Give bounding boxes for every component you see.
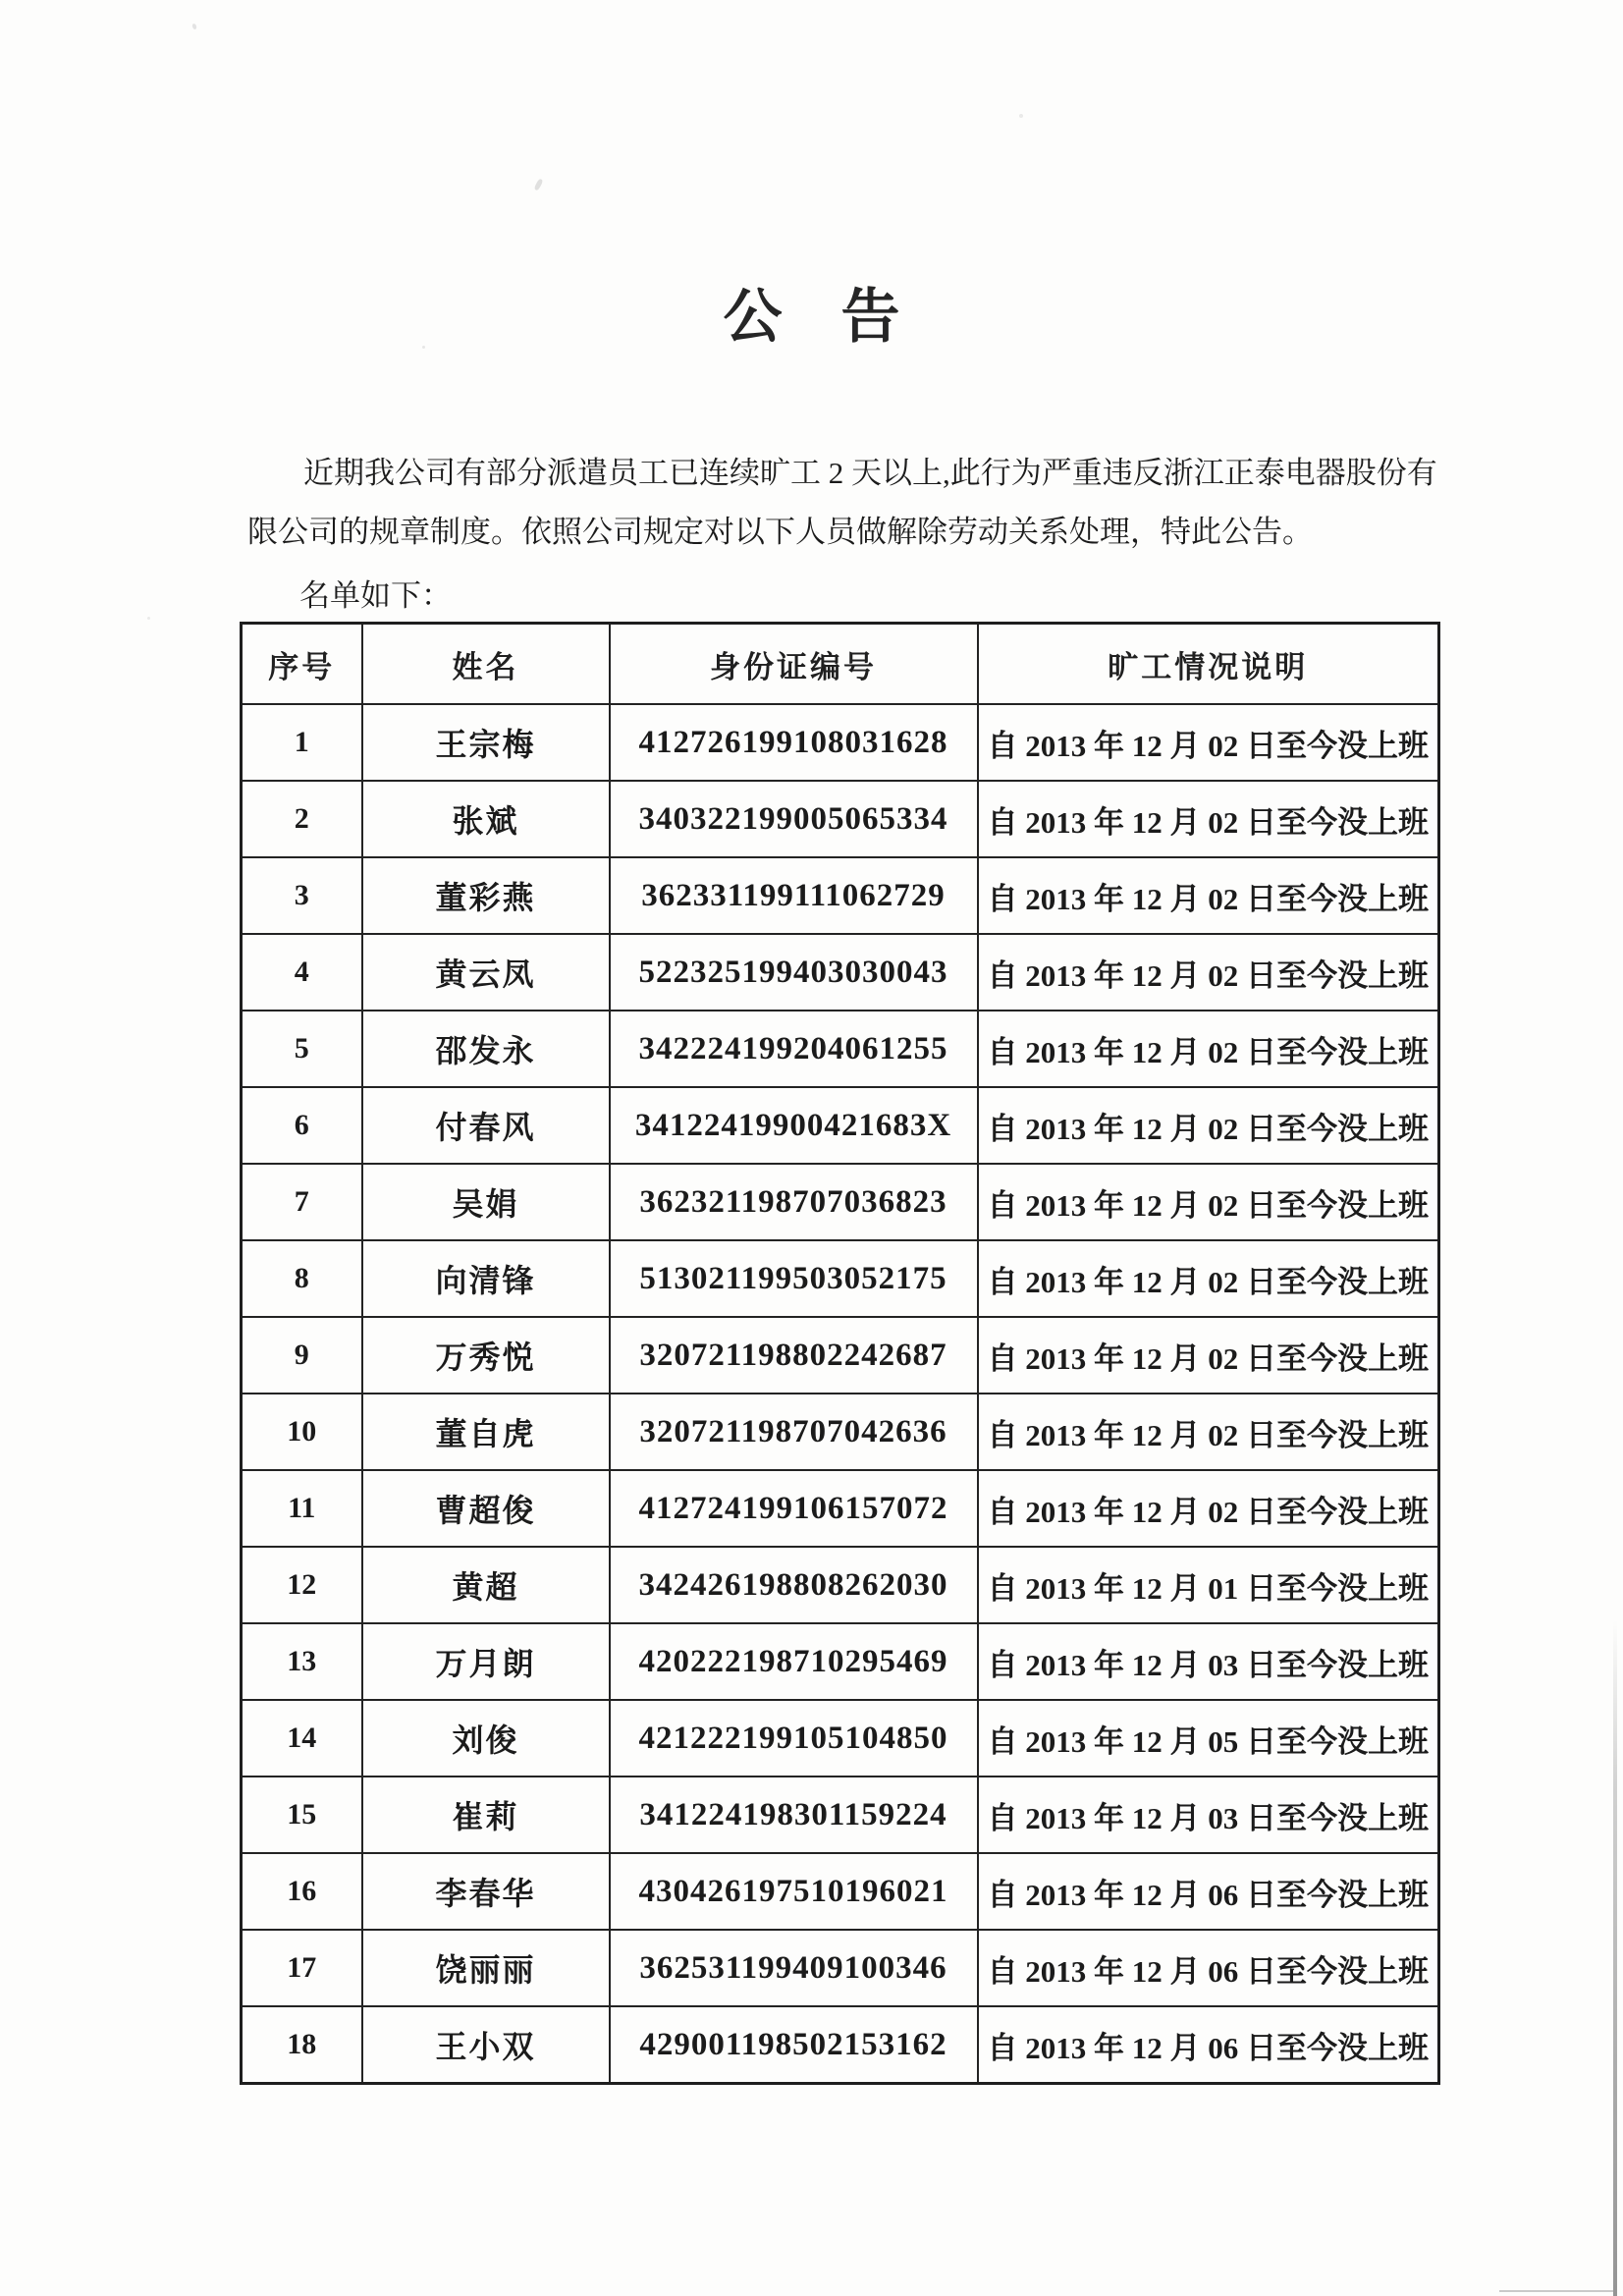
cell-absence-description: 自 2013 年 12 月 02 日至今没上班: [978, 781, 1439, 857]
cell-id-number: 340322199005065334: [610, 781, 978, 857]
table-row: [242, 1853, 1439, 1930]
cell-id-number: 362531199409100346: [610, 1930, 978, 2006]
scan-speck: [1019, 114, 1023, 118]
cell-employee-name: 王宗梅: [362, 704, 610, 781]
scan-edge-artifact: [1613, 1620, 1617, 2296]
cell-id-number: 342426198808262030: [610, 1547, 978, 1623]
announcement-body: [247, 444, 1437, 626]
paragraph-line-2: 限公司的规章制度。依照公司规定对以下人员做解除劳动关系处理，特此公告。: [247, 515, 1313, 549]
cell-employee-name: 张斌: [362, 781, 610, 857]
scan-speck: [422, 346, 425, 349]
cell-employee-name: 向清锋: [362, 1240, 610, 1317]
cell-absence-description: 自 2013 年 12 月 02 日至今没上班: [978, 1087, 1439, 1164]
cell-absence-description: 自 2013 年 12 月 02 日至今没上班: [978, 704, 1439, 781]
cell-absence-description: 自 2013 年 12 月 02 日至今没上班: [978, 857, 1439, 934]
cell-id-number: 320721198707042636: [610, 1394, 978, 1470]
cell-employee-name: 董自虎: [362, 1394, 610, 1470]
cell-employee-name: 董彩燕: [362, 857, 610, 934]
cell-absence-description: 自 2013 年 12 月 06 日至今没上班: [978, 1853, 1439, 1930]
cell-row-number: 4: [242, 934, 362, 1011]
cell-id-number: 420222198710295469: [610, 1623, 978, 1700]
cell-employee-name: 万秀悦: [362, 1317, 610, 1394]
table-row: [242, 1240, 1439, 1317]
cell-id-number: 412724199106157072: [610, 1470, 978, 1547]
table-row: [242, 1011, 1439, 1087]
cell-absence-description: 自 2013 年 12 月 02 日至今没上班: [978, 1164, 1439, 1240]
cell-employee-name: 李春华: [362, 1853, 610, 1930]
cell-absence-description: 自 2013 年 12 月 06 日至今没上班: [978, 1930, 1439, 2006]
cell-employee-name: 吴娟: [362, 1164, 610, 1240]
cell-absence-description: 自 2013 年 12 月 02 日至今没上班: [978, 1470, 1439, 1547]
cell-id-number: 430426197510196021: [610, 1853, 978, 1930]
cell-row-number: 11: [242, 1470, 362, 1547]
header-id-number: 身份证编号: [610, 624, 978, 705]
table-row: [242, 1087, 1439, 1164]
cell-absence-description: 自 2013 年 12 月 02 日至今没上班: [978, 1317, 1439, 1394]
cell-row-number: 17: [242, 1930, 362, 2006]
table-header-row: [242, 624, 1439, 705]
scan-bottom-edge-artifact: [1499, 2290, 1617, 2292]
cell-row-number: 8: [242, 1240, 362, 1317]
table-row: [242, 1700, 1439, 1777]
table-row: [242, 704, 1439, 781]
cell-employee-name: 万月朗: [362, 1623, 610, 1700]
cell-id-number: 421222199105104850: [610, 1700, 978, 1777]
cell-absence-description: 自 2013 年 12 月 03 日至今没上班: [978, 1777, 1439, 1853]
table-row: [242, 934, 1439, 1011]
cell-row-number: 3: [242, 857, 362, 934]
scan-speck: [191, 23, 197, 29]
table-row: [242, 1547, 1439, 1623]
cell-row-number: 14: [242, 1700, 362, 1777]
table-row: [242, 1164, 1439, 1240]
cell-row-number: 2: [242, 781, 362, 857]
cell-row-number: 16: [242, 1853, 362, 1930]
cell-absence-description: 自 2013 年 12 月 06 日至今没上班: [978, 2006, 1439, 2084]
table-row: [242, 1317, 1439, 1394]
header-employee-name: 姓名: [362, 624, 610, 705]
cell-id-number: 513021199503052175: [610, 1240, 978, 1317]
absence-table: [240, 622, 1440, 2085]
cell-row-number: 1: [242, 704, 362, 781]
cell-employee-name: 黄超: [362, 1547, 610, 1623]
table-row: [242, 857, 1439, 934]
cell-id-number: 362331199111062729: [610, 857, 978, 934]
cell-absence-description: 自 2013 年 12 月 01 日至今没上班: [978, 1547, 1439, 1623]
cell-row-number: 13: [242, 1623, 362, 1700]
scan-speck: [533, 179, 543, 191]
cell-employee-name: 黄云凤: [362, 934, 610, 1011]
cell-row-number: 5: [242, 1011, 362, 1087]
cell-id-number: 412726199108031628: [610, 704, 978, 781]
cell-id-number: 34122419900421683X: [610, 1087, 978, 1164]
list-intro-label: 名单如下：: [299, 578, 452, 613]
cell-row-number: 6: [242, 1087, 362, 1164]
cell-id-number: 320721198802242687: [610, 1317, 978, 1394]
cell-employee-name: 王小双: [362, 2006, 610, 2084]
paragraph-line-1: 近期我公司有部分派遣员工已连续旷工 2 天以上,此行为严重违反浙江正泰电器股份有: [303, 456, 1437, 490]
scan-speck: [147, 617, 150, 620]
cell-row-number: 7: [242, 1164, 362, 1240]
cell-employee-name: 崔莉: [362, 1777, 610, 1853]
cell-row-number: 9: [242, 1317, 362, 1394]
header-row-number: 序号: [242, 624, 362, 705]
table-row: [242, 1777, 1439, 1853]
table-row: [242, 1930, 1439, 2006]
cell-id-number: 522325199403030043: [610, 934, 978, 1011]
cell-id-number: 429001198502153162: [610, 2006, 978, 2084]
cell-employee-name: 付春风: [362, 1087, 610, 1164]
cell-employee-name: 刘俊: [362, 1700, 610, 1777]
cell-id-number: 342224199204061255: [610, 1011, 978, 1087]
cell-employee-name: 邵发永: [362, 1011, 610, 1087]
cell-row-number: 10: [242, 1394, 362, 1470]
cell-absence-description: 自 2013 年 12 月 02 日至今没上班: [978, 1011, 1439, 1087]
table-row: [242, 781, 1439, 857]
cell-absence-description: 自 2013 年 12 月 03 日至今没上班: [978, 1623, 1439, 1700]
page-title: 公 告: [723, 285, 900, 351]
table-row: [242, 1470, 1439, 1547]
cell-row-number: 18: [242, 2006, 362, 2084]
cell-absence-description: 自 2013 年 12 月 02 日至今没上班: [978, 1394, 1439, 1470]
cell-row-number: 15: [242, 1777, 362, 1853]
cell-absence-description: 自 2013 年 12 月 05 日至今没上班: [978, 1700, 1439, 1777]
header-absence-description: 旷工情况说明: [978, 624, 1439, 705]
cell-employee-name: 饶丽丽: [362, 1930, 610, 2006]
table-body: [242, 704, 1439, 2084]
cell-absence-description: 自 2013 年 12 月 02 日至今没上班: [978, 1240, 1439, 1317]
table-row: [242, 2006, 1439, 2084]
table-row: [242, 1623, 1439, 1700]
table-row: [242, 1394, 1439, 1470]
cell-id-number: 341224198301159224: [610, 1777, 978, 1853]
cell-absence-description: 自 2013 年 12 月 02 日至今没上班: [978, 934, 1439, 1011]
cell-employee-name: 曹超俊: [362, 1470, 610, 1547]
cell-id-number: 362321198707036823: [610, 1164, 978, 1240]
cell-row-number: 12: [242, 1547, 362, 1623]
